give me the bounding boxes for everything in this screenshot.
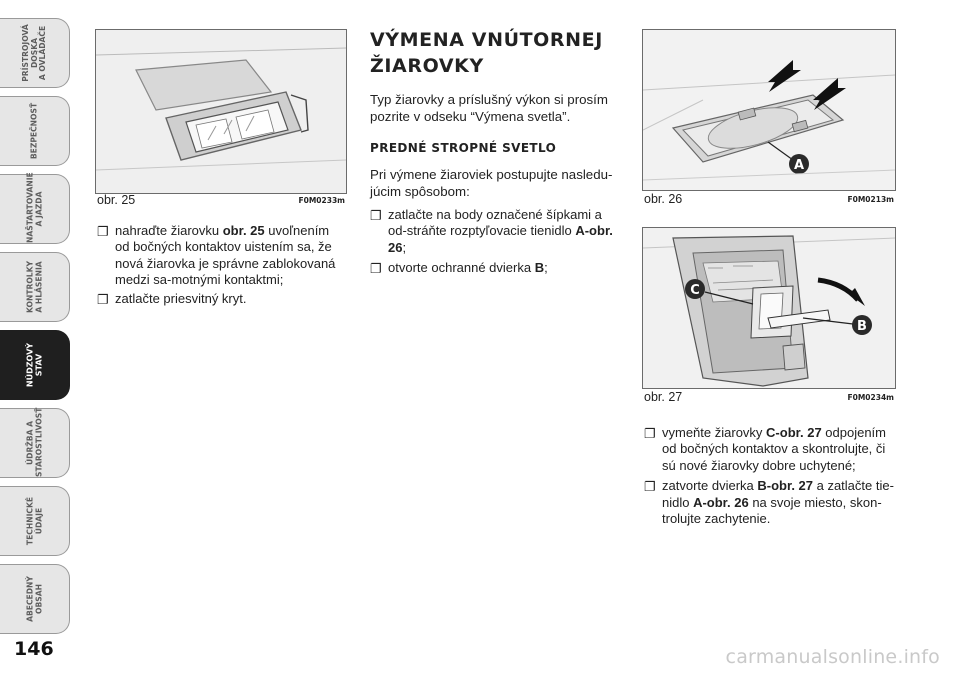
tab-label: TECHNICKÉ ÚDAJE (24, 496, 43, 546)
checkbox-bullet-icon: ❐ (644, 479, 656, 495)
tab-nastartovanie[interactable] (0, 174, 70, 244)
tab-label: PRÍSTROJOVÁ DOSKA A OVLÁDAČE (20, 24, 47, 82)
left-column-steps (97, 223, 347, 308)
figure-26-code: F0M0213m (847, 195, 894, 204)
right-column-steps (644, 425, 896, 528)
bulb-replacement-illustration (643, 228, 895, 388)
figure-26 (642, 29, 896, 207)
tab-bezpecnost[interactable] (0, 96, 70, 166)
figure-27 (642, 227, 896, 407)
page-title: VÝMENA VNÚTORNEJ ŽIAROVKY (370, 29, 603, 77)
intro-paragraph: Typ žiarovky a príslušný výkon si prosím pozrite v odseku “Výmena svetla”. (370, 92, 608, 124)
ceiling-light-illustration (643, 30, 895, 190)
tab-udrzba[interactable] (0, 408, 70, 478)
label-a: A (793, 158, 805, 173)
figure-27-code: F0M0234m (847, 393, 894, 402)
tab-label: NÚDZOVÝ STAV (24, 342, 43, 388)
list-item: ❐ vymeňte žiarovky C-obr. 27 odpojením od bočných kontaktov a skontrolujte, či sú nové žiarovky dobre uchytené; (644, 425, 886, 473)
section-intro: Pri výmene žiaroviek postupujte nasledu-júcim spôsobom: (370, 167, 613, 199)
checkbox-bullet-icon: ❐ (370, 261, 382, 277)
label-b: B (857, 319, 867, 334)
list-item: ❐ zatlačte priesvitný kryt. (97, 290, 247, 307)
figure-26-illustration (642, 29, 896, 191)
figure-25-code: F0M0233m (298, 196, 345, 205)
figure-25 (95, 29, 347, 205)
checkbox-bullet-icon: ❐ (97, 224, 109, 239)
figure-25-caption: obr. 25 (97, 193, 136, 207)
list-item: ❐ zatvorte dvierka B-obr. 27 a zatlačte tie-nidlo A-obr. 26 na svoje miesto, skon-trolujte zachytenie. (644, 478, 894, 527)
bulb-housing-illustration (96, 30, 346, 193)
list-item: ❐ zatlačte na body označené šípkami a od-stráňte rozptyľovacie tienidlo A-obr. 26; (370, 207, 613, 255)
tab-label: NAŠTARTOVANIE A JAZDA (24, 172, 43, 243)
figure-26-caption: obr. 26 (644, 192, 683, 206)
middle-column-steps (370, 207, 623, 278)
section-title: PREDNÉ STROPNÉ SVETLO (370, 141, 557, 155)
tab-nudzovy-stav[interactable] (0, 330, 70, 400)
tab-kontrolky[interactable] (0, 252, 70, 322)
label-c: C (690, 283, 700, 298)
page-number: 146 (14, 638, 54, 660)
figure-27-caption: obr. 27 (644, 390, 683, 404)
figure-25-illustration (95, 29, 347, 194)
checkbox-bullet-icon: ❐ (97, 291, 109, 307)
list-item: ❐ otvorte ochranné dvierka B; (370, 260, 548, 277)
checkbox-bullet-icon: ❐ (644, 426, 656, 441)
tab-label: KONTROLKY A HLÁSENIA (24, 260, 43, 314)
tab-abecedny-obsah[interactable] (0, 564, 70, 634)
figure-27-illustration (642, 227, 896, 389)
list-item: ❐ nahraďte žiarovku obr. 25 uvoľnením od bočných kontaktov uistením sa, že nová žiarovka je správne zablokovaná medzi sa-motnými kontaktmi; (97, 223, 336, 288)
tab-label: ABECEDNÝ OBSAH (24, 576, 43, 622)
checkbox-bullet-icon: ❐ (370, 208, 382, 223)
tab-technicke-udaje[interactable] (0, 486, 70, 556)
tab-pristrojova-doska[interactable] (0, 18, 70, 88)
tab-label: ÚDRŽBA A STAROSTLIVOSŤ (24, 407, 43, 477)
tab-label: BEZPEČNOSŤ (29, 102, 39, 160)
watermark: carmanualsonline.info (725, 646, 940, 668)
